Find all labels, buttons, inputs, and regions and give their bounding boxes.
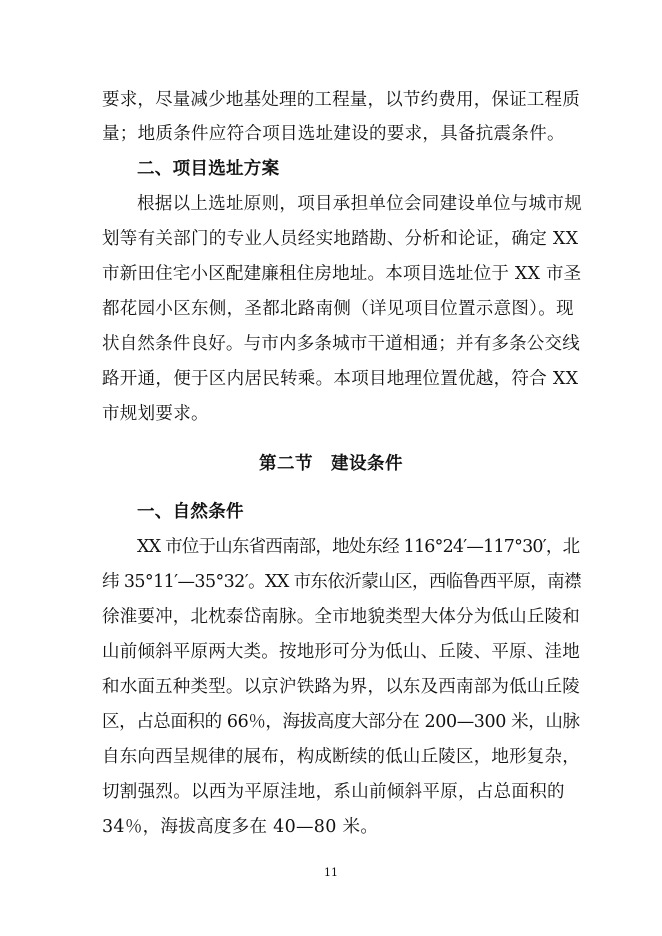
- text-line: 区，占总面积的 66％，海拔高度大部分在 200—300 米，山脉: [102, 712, 580, 732]
- text-line: 纬 35°11′—35°32′。XX 市东依沂蒙山区，西临鲁西平原，南襟: [102, 572, 581, 592]
- text-line: 和水面五种类型。以京沪铁路为界，以东及西南部为低山丘陵: [102, 677, 580, 697]
- text-line: 切割强烈。以西为平原洼地，系山前倾斜平原，占总面积的: [102, 782, 565, 802]
- text-line: 34％，海拔高度多在 40—80 米。: [102, 817, 379, 837]
- text-line: 都花园小区东侧，圣都北路南侧（详见项目位置示意图）。现: [102, 299, 574, 319]
- text-line: 划等有关部门的专业人员经实地踏勘、分析和论证，确定 XX: [102, 229, 579, 249]
- text-line: 状自然条件良好。与市内多条城市干道相通；并有多条公交线: [102, 334, 580, 354]
- text-line: 要求，尽量减少地基处理的工程量，以节约费用，保证工程质: [102, 90, 580, 110]
- subsection-heading-site-plan: 二、项目选址方案: [137, 159, 280, 179]
- subsection-heading-natural-conditions: 一、自然条件: [137, 502, 244, 522]
- text-line: 自东向西呈规律的展布，构成断续的低山丘陵区，地形复杂，: [102, 747, 580, 767]
- text-line: 路开通，便于区内居民转乘。本项目地理位置优越，符合 XX: [102, 369, 579, 389]
- text-line: 徐淮要冲，北枕泰岱南脉。全市地貌类型大体分为低山丘陵和: [102, 607, 580, 627]
- text-line: 山前倾斜平原两大类。按地形可分为低山、丘陵、平原、洼地: [102, 642, 580, 662]
- text-line: 量；地质条件应符合项目选址建设的要求，具备抗震条件。: [102, 124, 565, 144]
- text-line: 市规划要求。: [102, 404, 209, 424]
- text-line: 市新田住宅小区配建廉租住房地址。本项目选址位于 XX 市圣: [102, 264, 582, 284]
- text-line: 根据以上选址原则，项目承担单位会同建设单位与城市规: [137, 194, 582, 214]
- text-line: XX 市位于山东省西南部，地处东经 116°24′—117°30′，北: [137, 537, 580, 557]
- section-title: 第二节 建设条件: [259, 454, 403, 474]
- page-number: 11: [324, 866, 338, 879]
